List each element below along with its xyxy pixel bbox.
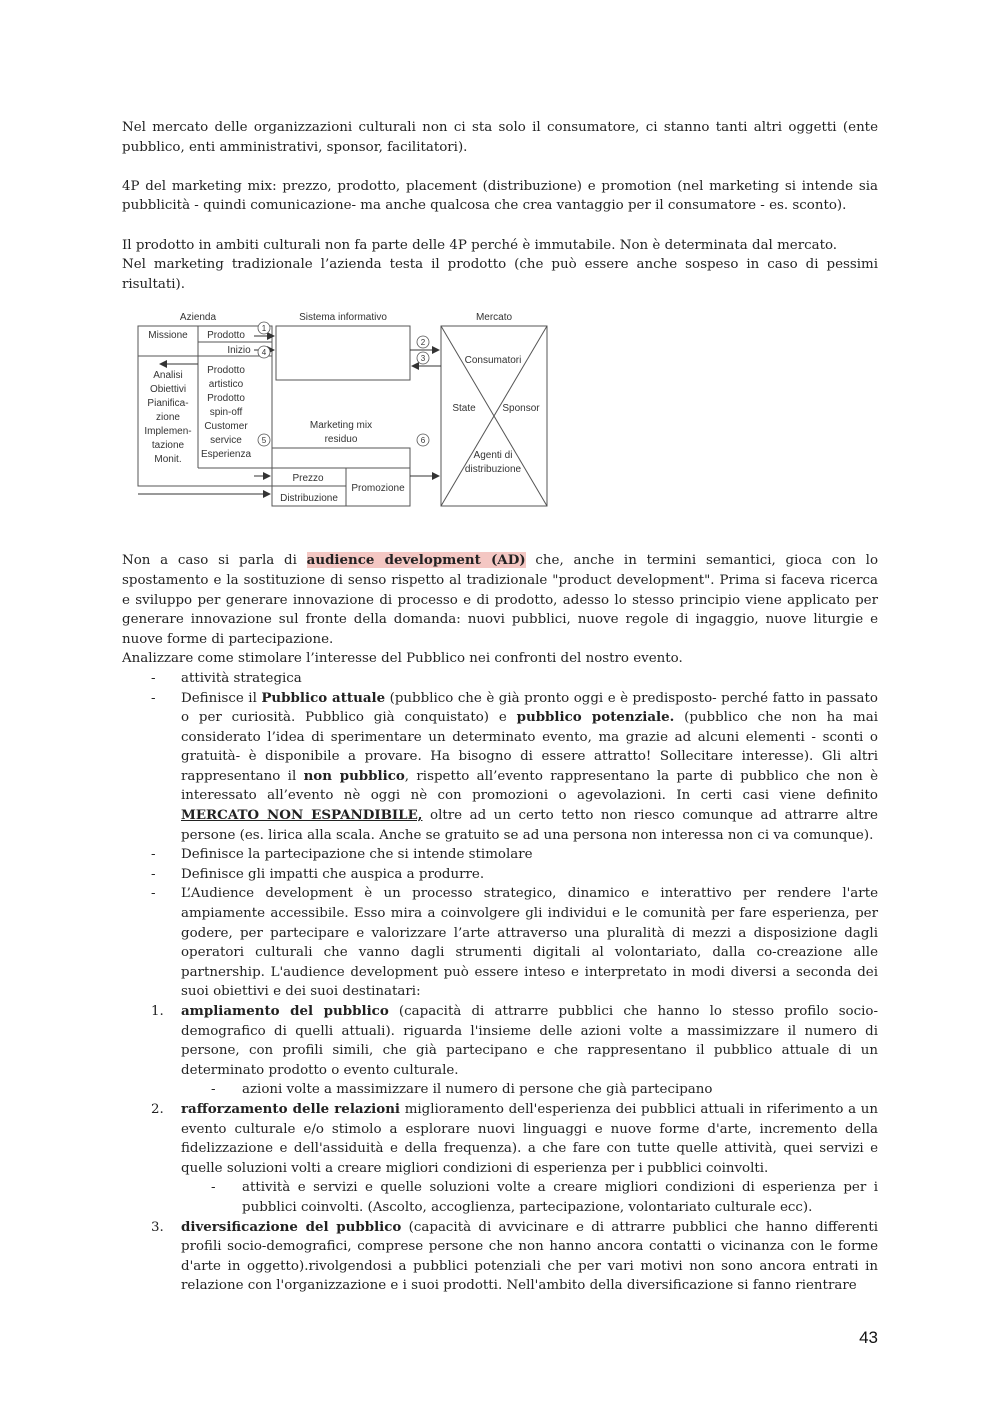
- list-item: - attività strategica: [151, 670, 302, 686]
- paragraph-4p: 4P del marketing mix: prezzo, prodotto, placement (distribuzione) e promotion (nel marketing si intende sia pubblicità - quindi comunicazione- ma anche qualcosa che crea vantaggio per il consumatore - es. sconto).: [122, 178, 878, 214]
- left-col-line: Pianifica-: [147, 398, 189, 410]
- left-col-line: Analisi: [153, 370, 183, 382]
- mid-col-line: Prodotto: [207, 365, 245, 377]
- label-promozione: Promozione: [351, 483, 405, 495]
- numbered-list: [122, 1002, 878, 1080]
- mid-col-line: spin-off: [209, 407, 243, 419]
- mid-col-line: Prodotto: [207, 393, 245, 405]
- paragraph-audience-development: Non a caso si parla di audience development (AD) che, anche in termini semantici, gioca con lo spostamento e la sostituzione di senso rispetto al tradizionale "product development". Prima si faceva ricerca e sviluppo per generare innovazione di processo e di prodotto, adesso lo stesso principio viene applicato per generare innovazione sul fronte della domanda: nuovi pubblici, nuove regole di ingaggio, nuove liturgie e nuove forme di partecipazione.: [122, 552, 879, 647]
- diagram-num: 4: [261, 348, 267, 358]
- page-content: [122, 118, 878, 1296]
- diagram-num: 6: [420, 436, 426, 446]
- label-prodotto: Prodotto: [207, 330, 245, 342]
- label-state: State: [452, 403, 476, 415]
- label-sponsor: Sponsor: [502, 403, 540, 415]
- label-mercato: Mercato: [475, 312, 513, 324]
- label-inizio: Inizio: [227, 345, 251, 357]
- paragraph-prodotto: Il prodotto in ambiti culturali non fa parte delle 4P perché è immutabile. Non è determinata dal mercato.: [122, 237, 838, 253]
- label-agenti: Agenti di: [473, 450, 513, 462]
- list-item: - Definisce il Pubblico attuale (pubblico che è già pronto oggi e è predisposto- perché fatto in passato o per curiosità. Pubblico già conquistato) e pubblico potenziale. (pubblico che non ha mai considerato l’idea di sperimentare un determinato evento, ma grazie ad alcuni elementi - sconti o gratuità- è disponibile a provare. Ha bisogno di essere attratto! Sollecitare interesse). Gli altri rappresentano il non pubblico, rispetto all’evento rappresentano la parte di pubblico che non è interessato all’evento nè oggi nè con promozioni o agevolazioni. In certi casi viene definito MERCATO NON ESPANDIBILE, oltre ad un certo tetto non riesco comunque ad attrarre altre persone (es. lirica alla scala. Anche se gratuito se ad una persona non interessa non ci va comunque).: [151, 689, 879, 843]
- mid-col-line: service: [210, 435, 242, 447]
- diagram-figure: [136, 308, 566, 513]
- left-col-line: Obiettivi: [149, 384, 187, 396]
- diagram-num: 2: [420, 338, 426, 348]
- label-azienda: Azienda: [179, 312, 217, 324]
- numbered-item-2: 2. rafforzamento delle relazioni miglioramento dell'esperienza dei pubblici attuali in riferimento a un evento culturale e/o stimolo a esplorare nuovi linguaggi e nuove forme d'arte, incremento della fidelizzazione e dell'assiduità e della frequenza). a che fare con tutte quelle attività, quei servizi e quelle soluzioni volti a creare migliori condizioni di esperienza per i pubblici coinvolti.: [151, 1100, 879, 1176]
- paragraph-analizzare: Analizzare come stimolare l’interesse del Pubblico nei confronti del nostro evento.: [122, 651, 683, 667]
- label-missione: Missione: [148, 330, 188, 342]
- sub-list: [122, 1178, 878, 1217]
- mid-col-line: artistico: [208, 379, 244, 391]
- list-item: - Definisce gli impatti che auspica a produrre.: [151, 866, 485, 882]
- left-col-line: Implemen-: [144, 426, 192, 438]
- list-item: - L’Audience development è un processo strategico, dinamico e interattivo per rendere l'arte ampiamente accessibile. Esso mira a coinvolgere gli individui e le comunità per fare esperienza, per godere, per partecipare e valorizzare l’arte attraverso una pluralità di mezzi a disposizione dagli operatori culturali che vanno dagli strumenti digitali al volontariato, dalla co-creazione alle partnership. L'audience development può essere inteso e interpretato in modi diversi a seconda dei suoi obiettivi e dei suoi destinatari:: [151, 886, 878, 1000]
- diagram-num: 1: [261, 324, 267, 334]
- paragraph-marketing-tradizionale: Nel marketing tradizionale l’azienda testa il prodotto (che può essere anche sospeso in caso di pessimi risultati).: [122, 257, 878, 292]
- paragraph-stakeholders: Nel mercato delle organizzazioni culturali non ci sta solo il consumatore, ci stanno tanti altri oggetti (ente pubblico, enti amministrativi, sponsor, facilitatori).: [122, 120, 878, 155]
- diagram-num: 3: [420, 354, 426, 364]
- numbered-item-3: 3. diversificazione del pubblico (capacità di avvicinare e di attrarre pubblici che hanno differenti profili socio-demografici, comprese persone che non hanno ancora contatti o vicinanza con le forme d'arte in oggetto).rivolgendosi a pubblici potenziali che per vari motivi non sono ancora entrati in relazione con l'organizzazione e i suoi prodotti. Nell'ambito della diversificazione si fanno rientrare: [151, 1218, 878, 1294]
- mid-col-line: Customer: [204, 421, 248, 433]
- label-prezzo: Prezzo: [292, 473, 324, 485]
- list-item: - Definisce la partecipazione che si intende stimolare: [151, 847, 533, 863]
- numbered-list: [122, 1100, 878, 1178]
- label-sistema-informativo: Sistema informativo: [299, 312, 387, 324]
- numbered-item-1: 1. ampliamento del pubblico (capacità di attrarre pubblici che hanno lo stesso profilo socio-demografico di quelli attuali). riguarda l'insieme delle azioni volte a massimizzare il numero di persone, con profili simili, che già partecipano e che rappresentano il pubblico attuale di un determinato prodotto o evento culturale.: [151, 1003, 878, 1078]
- list-item: - attività e servizi e quelle soluzioni volte a creare migliori condizioni di esperienza per i pubblici coinvolti. (Ascolto, accoglienza, partecipazione, volontariato culturale ecc).: [211, 1180, 878, 1215]
- sub-list: [122, 1080, 878, 1100]
- left-col-line: zione: [156, 412, 180, 424]
- left-col-line: tazione: [151, 440, 185, 452]
- bullet-list: [122, 669, 878, 1002]
- label-marketing-mix: residuo: [324, 434, 358, 446]
- diagram-num: 5: [261, 436, 267, 446]
- label-distribuzione: Distribuzione: [280, 493, 338, 505]
- mid-col-line: Esperienza: [200, 449, 252, 461]
- left-col-line: Monit.: [154, 454, 182, 466]
- label-marketing-mix: Marketing mix: [309, 420, 373, 432]
- highlight-audience-development: audience development (AD): [306, 552, 526, 569]
- list-item: - azioni volte a massimizzare il numero di persone che già partecipano: [211, 1082, 713, 1098]
- marketing-diagram: [136, 308, 566, 513]
- numbered-list: [122, 1218, 878, 1296]
- label-agenti: distribuzione: [464, 464, 522, 476]
- page-number: 43: [859, 1328, 878, 1347]
- label-consumatori: Consumatori: [464, 355, 522, 367]
